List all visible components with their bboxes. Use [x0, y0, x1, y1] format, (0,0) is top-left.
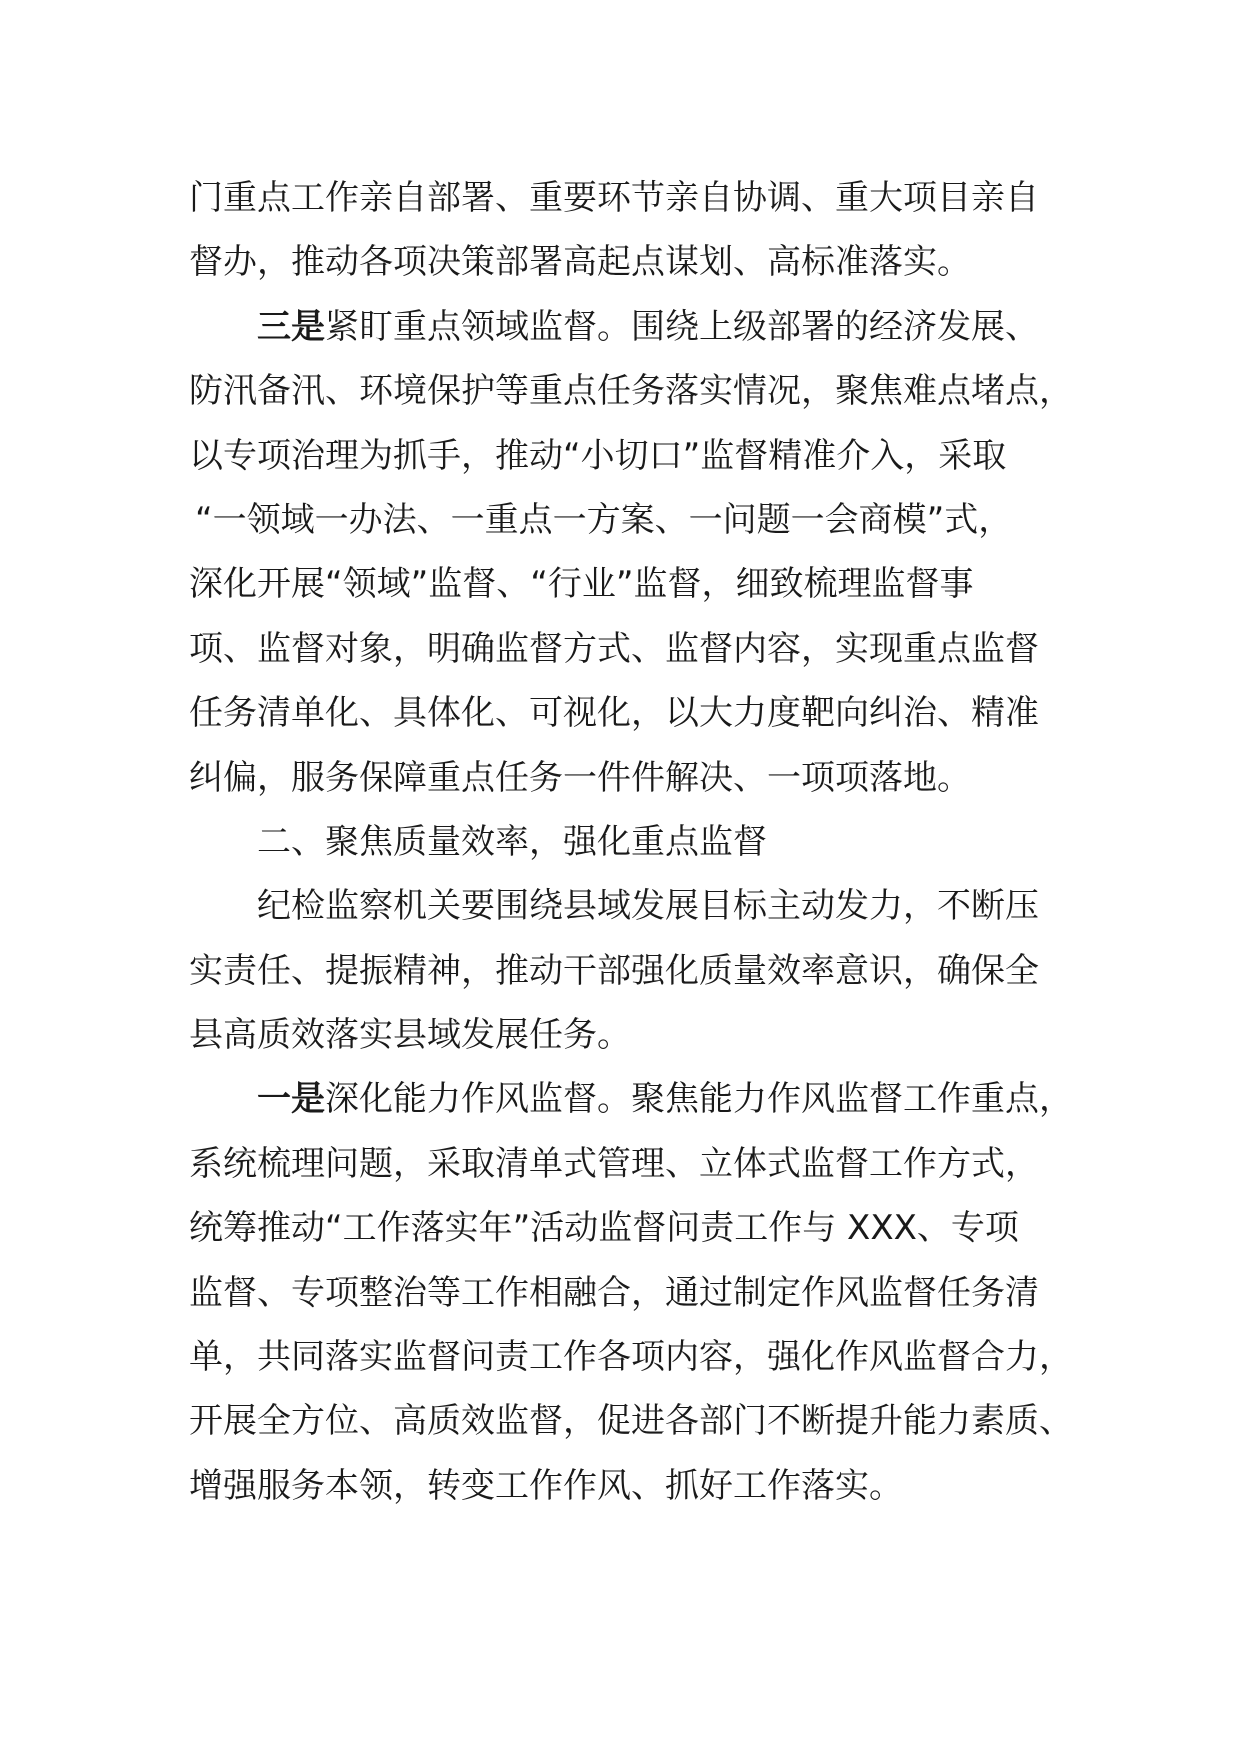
line-text: 门重点工作亲自部署、重要环节亲自协调、重大项目亲自	[189, 178, 1039, 218]
paragraph-line	[189, 1132, 1069, 1196]
paragraph-line	[189, 1325, 1073, 1389]
paragraph-line	[189, 1196, 1069, 1260]
line-text: 深化开展“领域”监督、“行业”监督，细致梳理监督事	[189, 564, 974, 605]
line-text: “一领域一办法、一重点一方案、一问题一会商模”式，	[195, 499, 1013, 540]
section-heading	[189, 810, 1069, 874]
line-text: 任务清单化、具体化、可视化，以大力度靶向纠治、精准	[189, 693, 1039, 734]
line-text: 深化能力作风监督。聚焦能力作风监督工作重点，	[325, 1079, 1073, 1120]
paragraph-line	[189, 939, 1069, 1003]
paragraph-line	[189, 681, 1069, 745]
line-text: 紧盯重点领域监督。围绕上级部署的经济发展、	[325, 306, 1039, 347]
line-text: 统筹推动“工作落实年”活动监督问责工作与 XXX、专项	[189, 1208, 1019, 1249]
paragraph-line	[189, 166, 1069, 230]
line-text: 县高质效落实县域发展任务。	[189, 1015, 631, 1056]
line-text: 系统梳理问题，采取清单式管理、立体式监督工作方式，	[189, 1143, 1039, 1184]
paragraph-line	[189, 488, 1069, 552]
line-text: 监督、专项整治等工作相融合，通过制定作风监督任务清	[189, 1272, 1039, 1313]
paragraph-line	[189, 1389, 1073, 1453]
line-text: 督办，推动各项决策部署高起点谋划、高标准落实。	[189, 242, 971, 283]
line-text: 实责任、提振精神，推动干部强化质量效率意识，确保全	[189, 950, 1039, 991]
section-heading-text: 二、聚焦质量效率，强化重点监督	[257, 821, 767, 862]
body-text	[189, 166, 1073, 1518]
paragraph-line	[189, 230, 1069, 294]
line-text: 项、监督对象，明确监督方式、监督内容，实现重点监督	[189, 628, 1039, 669]
line-text: 防汛备汛、环境保护等重点任务落实情况，聚焦难点堵点，	[189, 371, 1073, 412]
line-text: 单，共同落实监督问责工作各项内容，强化作风监督合力，	[189, 1337, 1073, 1378]
paragraph-line	[189, 874, 1069, 938]
point-lead-one: 一是	[257, 1079, 325, 1120]
paragraph-line	[189, 1003, 1069, 1067]
paragraph-line	[189, 1261, 1069, 1325]
paragraph-line	[189, 746, 1069, 810]
line-text: 增强服务本领，转变工作作风、抓好工作落实。	[189, 1465, 903, 1506]
paragraph-line	[189, 1454, 1069, 1518]
paragraph-line	[189, 424, 1069, 488]
line-text: 纪检监察机关要围绕县域发展目标主动发力，不断压	[257, 886, 1039, 927]
paragraph-line	[189, 359, 1073, 423]
paragraph-line	[189, 552, 1069, 616]
paragraph-line-point-one	[189, 1067, 1073, 1131]
line-text: 开展全方位、高质效监督，促进各部门不断提升能力素质、	[189, 1401, 1073, 1442]
line-text: 纠偏，服务保障重点任务一件件解决、一项项落地。	[189, 757, 971, 798]
line-text: 以专项治理为抓手，推动“小切口”监督精准介入，采取	[189, 435, 1007, 476]
point-lead-three: 三是	[257, 306, 325, 347]
paragraph-line-point-three	[189, 295, 1069, 359]
paragraph-line	[189, 617, 1069, 681]
